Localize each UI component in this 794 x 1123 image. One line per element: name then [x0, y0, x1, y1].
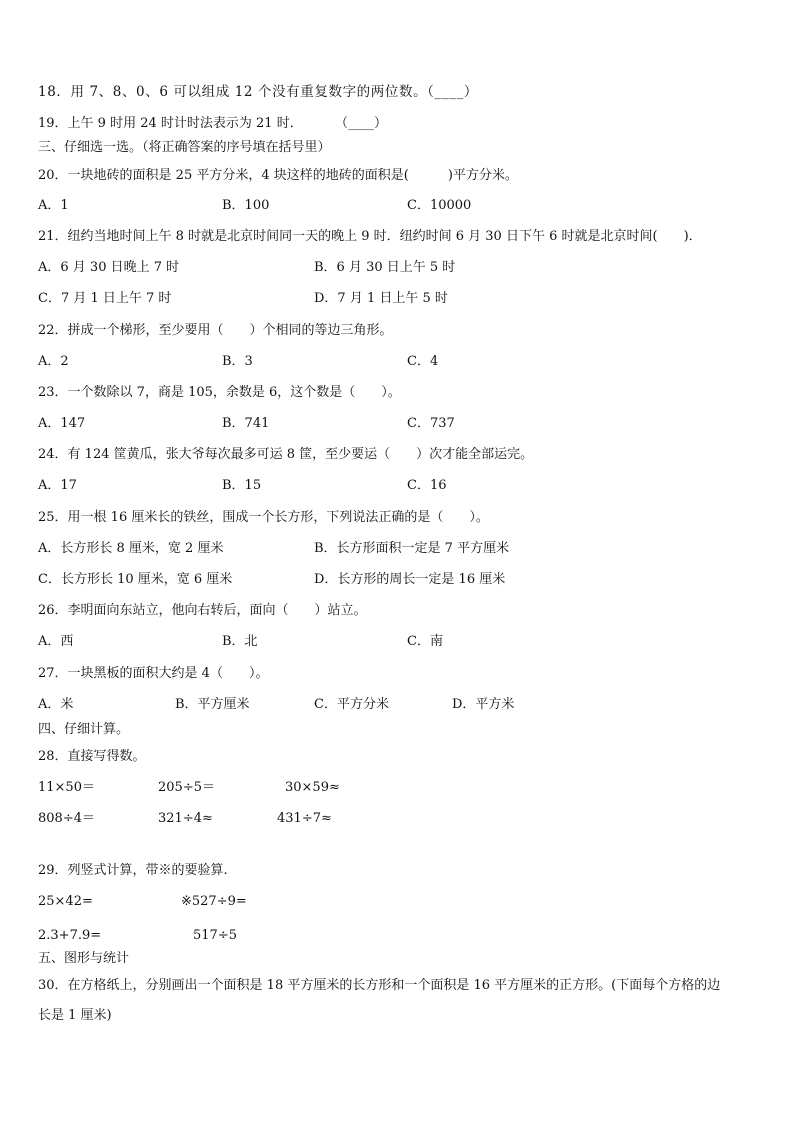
- q19-answer-paren: （____）: [335, 116, 388, 131]
- vertical-calc-item: ※527÷9=: [181, 894, 247, 909]
- q23-option-a: A．147: [38, 416, 86, 431]
- q22-option-a: A．2: [38, 354, 69, 369]
- q30: 30．在方格纸上，分别画出一个面积是 18 平方厘米的长方形和一个面积是 16 平方厘米的正方形。(下面每个方格的边: [38, 978, 721, 993]
- q22-option-c: C．4: [407, 354, 439, 369]
- q29: 29．列竖式计算，带※的要验算.: [38, 863, 228, 878]
- q24: 24．有 124 筐黄瓜，张大爷每次最多可运 8 筐，至少要运（ ）次才能全部运完。: [38, 447, 534, 462]
- q22-option-b: B．3: [222, 354, 253, 369]
- q21: 21．纽约当地时间上午 8 时就是北京时间同一天的晚上 9 时．纽约时间 6 月 30 日下午 6 时就是北京时间( )．: [38, 229, 702, 244]
- q27-option-d: D．平方米: [452, 697, 515, 712]
- q23: 23．一个数除以 7，商是 105，余数是 6，这个数是（ ）。: [38, 385, 401, 400]
- q27-option-b: B．平方厘米: [175, 697, 250, 712]
- q25: 25．用一根 16 厘米长的铁丝，围成一个长方形，下列说法正确的是（ ）。: [38, 510, 489, 525]
- q21-option-a: A．6 月 30 日晚上 7 时: [38, 260, 180, 275]
- q24-option-b: B．15: [222, 478, 262, 493]
- vertical-calc-item: 517÷5: [193, 928, 237, 943]
- q21-option-d: D．7 月 1 日上午 5 时: [314, 291, 448, 306]
- q27-option-a: A．米: [38, 697, 74, 712]
- q24-option-a: A．17: [38, 478, 77, 493]
- q21-option-b: B．6 月 30 日上午 5 时: [314, 260, 456, 275]
- q23-option-c: C．737: [407, 416, 455, 431]
- q25-option-d: D．长方形的周长一定是 16 厘米: [314, 572, 506, 587]
- q27-option-c: C．平方分米: [314, 697, 389, 712]
- section-3-heading: 三、仔细选一选。（将正确答案的序号填在括号里）: [38, 140, 331, 155]
- calc-item: 431÷7≈: [277, 811, 332, 826]
- q20: 20．一块地砖的面积是 25 平方分米，4 块这样的地砖的面积是( )平方分米。: [38, 168, 518, 183]
- calc-item: 30×59≈: [285, 780, 340, 795]
- calc-item: 321÷4≈: [158, 811, 213, 826]
- q30-continued: 长是 1 厘米): [38, 1008, 112, 1023]
- q24-option-c: C．16: [407, 478, 447, 493]
- q25-option-a: A．长方形长 8 厘米，宽 2 厘米: [38, 541, 224, 556]
- q22: 22．拼成一个梯形，至少要用（ ）个相同的等边三角形。: [38, 323, 393, 338]
- calc-item: 11×50＝: [38, 780, 95, 795]
- q25-option-b: B．长方形面积一定是 7 平方厘米: [314, 541, 510, 556]
- q27: 27．一块黑板的面积大约是 4（ ）。: [38, 666, 269, 681]
- q28: 28．直接写得数。: [38, 749, 146, 764]
- section-4-heading: 四、仔细计算。: [38, 722, 130, 737]
- q26: 26．李明面向东站立，他向右转后，面向（ ）站立。: [38, 603, 367, 618]
- q18: 18．用 7、8、0、6 可以组成 12 个没有重复数字的两位数。（____）: [38, 84, 479, 100]
- q26-option-c: C．南: [407, 634, 443, 649]
- q20-option-c: C．10000: [407, 198, 472, 213]
- vertical-calc-item: 25×42=: [38, 894, 93, 909]
- q19: 19．上午 9 时用 24 时计时法表示为 21 时．: [38, 116, 303, 131]
- q23-option-b: B．741: [222, 416, 270, 431]
- q20-option-b: B．100: [222, 198, 270, 213]
- q26-option-b: B．北: [222, 634, 258, 649]
- q20-option-a: A．1: [38, 198, 69, 213]
- section-5-heading: 五、图形与统计: [38, 951, 130, 966]
- calc-item: 205÷5＝: [158, 780, 215, 795]
- q21-option-c: C．7 月 1 日上午 7 时: [38, 291, 172, 306]
- calc-item: 808÷4＝: [38, 811, 95, 826]
- q26-option-a: A．西: [38, 634, 74, 649]
- vertical-calc-item: 2.3+7.9=: [38, 928, 102, 943]
- q25-option-c: C．长方形长 10 厘米，宽 6 厘米: [38, 572, 233, 587]
